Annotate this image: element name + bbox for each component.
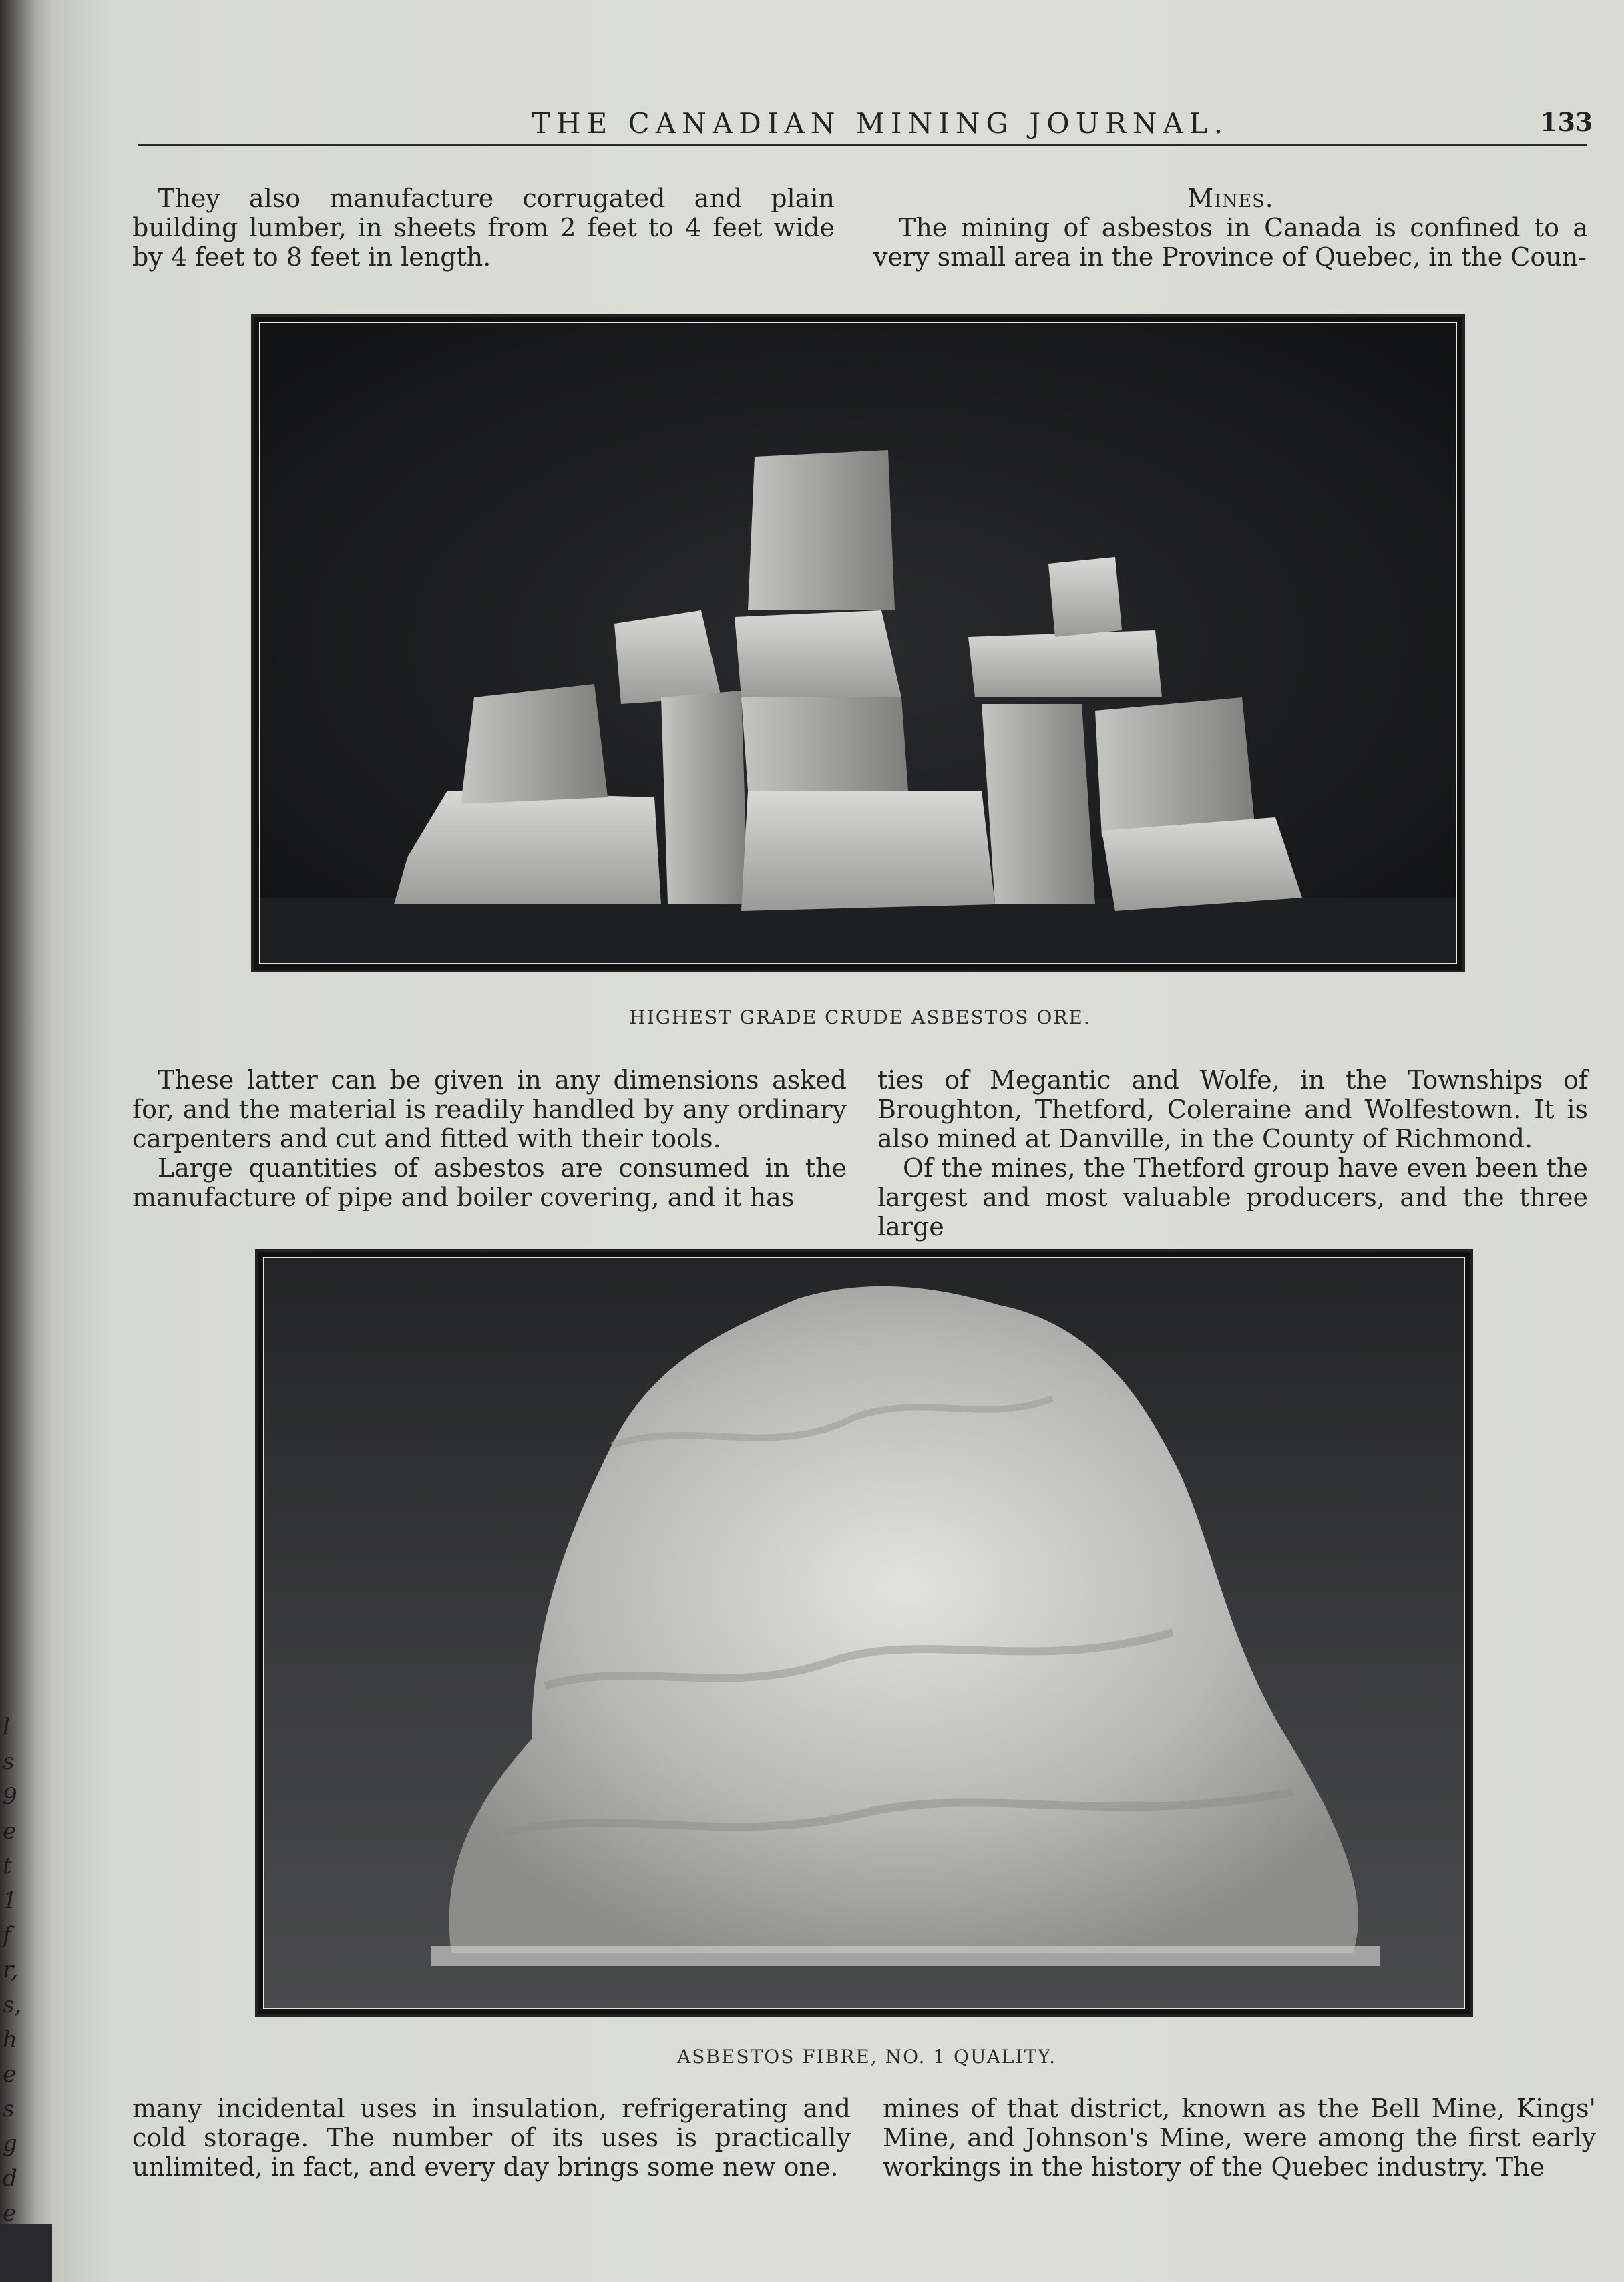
asbestos-fibre-image (264, 1258, 1464, 2008)
paragraph: mines of that district, known as the Bell Mine, Kings' Mine, and Johnson's Mine, were among the first early workings in the history of the Quebec industry. The (883, 2094, 1596, 2182)
running-title: THE CANADIAN MINING JOURNAL. (531, 107, 1229, 140)
margin-letter: r, (3, 1957, 19, 1983)
header-rule (138, 144, 1587, 146)
journal-page (52, 0, 1624, 2282)
margin-letter: e (3, 2200, 17, 2227)
margin-letter: s (3, 2096, 15, 2122)
margin-letter: h (3, 2026, 17, 2053)
margin-letter: s, (3, 1991, 22, 2018)
paragraph: ties of Megantic and Wolfe, in the Townships of Broughton, Thetford, Coleraine and Wolfestown. It is also mined at Danville, in the County of Richmond. (877, 1065, 1588, 1153)
top-left-column (132, 184, 835, 272)
bottom-left-column (132, 2094, 851, 2182)
photo-asbestos-fibre (255, 1249, 1473, 2017)
margin-letter: d (3, 2165, 17, 2192)
margin-letter: 9 (3, 1783, 17, 1810)
margin-letter: g (3, 2130, 17, 2157)
paragraph: These latter can be given in any dimensions asked for, and the material is readily handled by any ordinary carpenters and cut and fitted with their tools. (132, 1065, 847, 1153)
adjacent-page-fragment (3, 1710, 20, 2231)
margin-letter: s (3, 1748, 15, 1775)
asbestos-ore-image (260, 323, 1456, 963)
section-heading: Mines. (1187, 184, 1274, 213)
paragraph: They also manufacture corrugated and plain building lumber, in sheets from 2 feet to 4 feet wide by 4 feet to 8 feet in length. (132, 184, 835, 272)
top-right-column (873, 184, 1588, 272)
page-number: 133 (1540, 107, 1593, 137)
gutter-shadow (0, 2224, 60, 2282)
margin-letter: f (3, 1922, 11, 1949)
bottom-right-column (883, 2094, 1596, 2182)
paragraph: Of the mines, the Thetford group have even been the largest and most valuable producers, and the three large (877, 1153, 1588, 1242)
margin-letter: l (3, 1714, 10, 1740)
middle-left-column (132, 1065, 847, 1212)
margin-letter: e (3, 2061, 17, 2088)
paragraph: The mining of asbestos in Canada is confined to a very small area in the Province of Quebec, in the Coun- (873, 213, 1588, 272)
margin-letter: t (3, 1853, 12, 1879)
figure-caption: HIGHEST GRADE CRUDE ASBESTOS ORE. (629, 1006, 1091, 1028)
margin-letter: e (3, 1818, 17, 1845)
middle-right-column (877, 1065, 1588, 1242)
paragraph: many incidental uses in insulation, refrigerating and cold storage. The number of its uses is practically unlimited, in fact, and every day brings some new one. (132, 2094, 851, 2182)
figure-caption: ASBESTOS FIBRE, NO. 1 QUALITY. (676, 2046, 1057, 2068)
photo-crude-asbestos-ore (251, 314, 1465, 972)
margin-letter: 1 (3, 1887, 17, 1914)
paragraph: Large quantities of asbestos are consumed in the manufacture of pipe and boiler covering, and it has (132, 1153, 847, 1212)
